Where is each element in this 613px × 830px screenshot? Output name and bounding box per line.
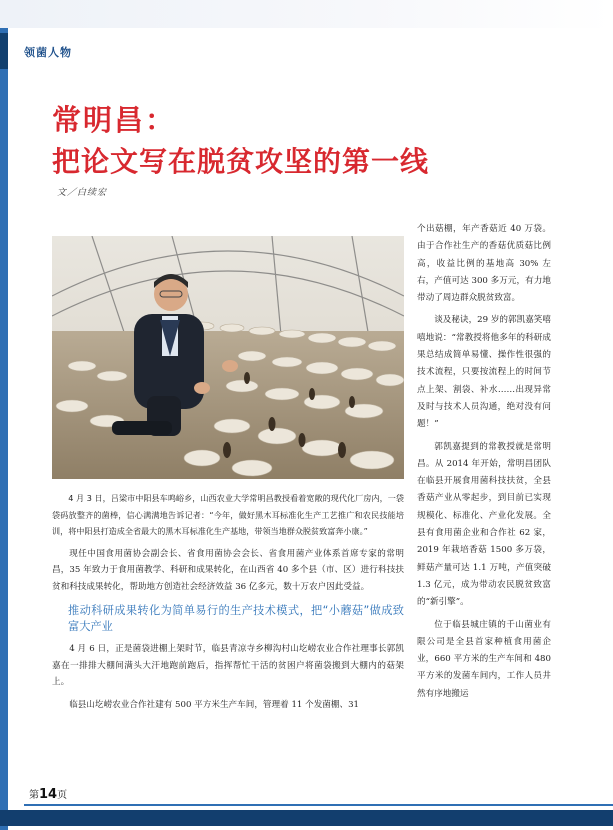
article-title-line-1: 常明昌： <box>52 103 177 137</box>
page-prefix: 第 <box>29 790 39 801</box>
left-margin-bar <box>0 28 8 830</box>
paragraph-quote-text: “今年，做好黑木耳标准化生产工艺推广和农民技能培训，将中阳县打造成全省最大的黑木耳标准化生产基地，带领当地群众脱贫致富奔小康。” <box>52 509 404 536</box>
author-byline: 文／白续宏 <box>57 188 108 198</box>
page-number <box>29 786 67 802</box>
paragraph-company: 位于临县城庄镇的千山菌业有限公司是全县首家种植食用菌企业，660 平方米的生产车间和 480 平方米的发菌车间内，工作人员井然有序地搬运 <box>417 619 551 699</box>
header-band <box>0 0 613 28</box>
left-margin-accent <box>0 33 8 69</box>
paragraph-continued: 个出菇棚，年产香菇近 40 万袋。由于合作社生产的香菇优质菇比例高，收益比例的基地高 30% 左右，产值可达 300 多万元，有力地带动了周边群众脱贫致富。 <box>417 224 551 304</box>
paragraph-opening-text: 4 月 3 日，吕梁市中阳县车鸣峪乡，山西农业大学常明昌教授看着宽敞的现代化厂房内，一袋袋码放整齐的菌棒，信心满满地告诉记者： <box>52 493 404 520</box>
page-suffix: 页 <box>57 790 68 801</box>
paragraph-greenhouse: 4 月 6 日，正是菌袋进棚上架时节，临县青凉寺乡柳沟村山圪崂农业合作社理事长郭凯嘉在一排排大棚间满头大汗地跑前跑后，指挥帮忙干活的贫困户将菌袋搬到大棚内的菇架上。 <box>52 644 404 687</box>
left-column <box>52 490 404 713</box>
footer-band <box>0 810 613 826</box>
greenhouse-photo-illustration <box>52 236 404 479</box>
right-column <box>417 221 551 703</box>
paragraph-profile: 现任中国食用菌协会副会长、省食用菌协会会长、省食用菌产业体系首席专家的常明昌，35 年致力于食用菌教学、科研和成果转化，在山西省 40 多个县（市、区）进行科技扶贫和科技成果转化，帮助地方创造社会经济效益 36 亿多元，数十万农户因此受益。 <box>52 548 404 592</box>
paragraph-opening <box>52 490 404 540</box>
paragraph-team: 郭凯嘉提到的常教授就是常明昌。从 2014 年开始，常明昌团队在临县开展食用菌科技扶贫，全县香菇产业从零起步，到目前已实现规模化、标准化、产业化发展。全县有食用菌企业和合作社 62 家，2019 年栽培香菇 1500 多万袋，鲜菇产量可达 1.1 万吨，产值突破 1.3 亿元，成为带动农民脱贫致富的“新引擎”。 <box>417 441 551 608</box>
paragraph-secret: 谈及秘诀，29 岁的郭凯嘉笑嘻嘻地说：“常教授将他多年的科研成果总结成简单易懂、操作性很强的技术流程，只要按流程上的时间节点上架、割袋、补水……出现异常及时与技术人员沟通，绝对没有问题！” <box>417 315 551 430</box>
section-subheading: 推动科研成果转化为简单易行的生产技术模式，把“小蘑菇”做成致富大产业 <box>68 604 404 633</box>
section-label: 领菌人物 <box>24 46 72 59</box>
article-photo <box>52 236 404 479</box>
page-number-value: 14 <box>39 787 58 802</box>
paragraph-cooperative: 临县山圪崂农业合作社建有 500 平方米生产车间，管理着 11 个发菌棚、31 <box>69 699 360 710</box>
footer-rule <box>24 804 613 806</box>
article-title-line-2: 把论文写在脱贫攻坚的第一线 <box>52 145 430 178</box>
